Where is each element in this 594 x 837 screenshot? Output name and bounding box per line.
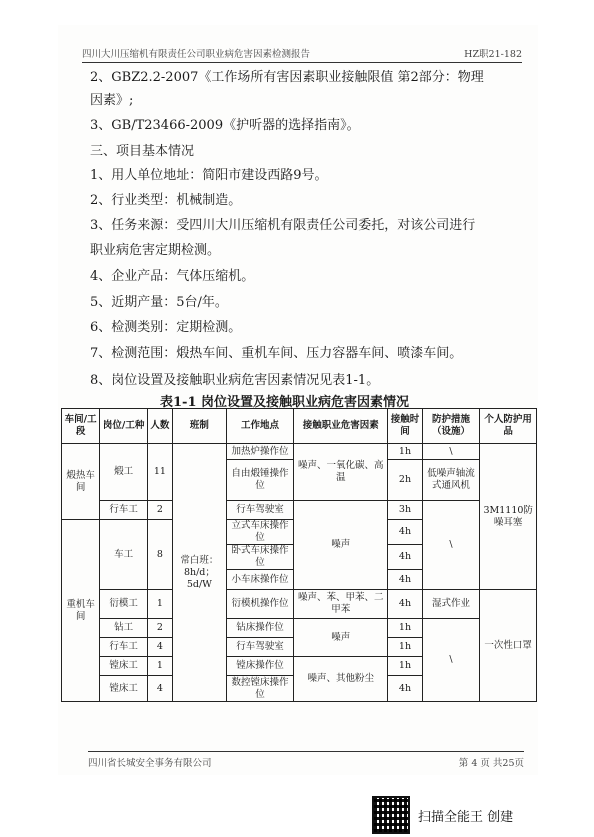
table-title: 表1-1 岗位设置及接触职业病危害因素情况 (160, 395, 410, 410)
cell-count: 1 (148, 657, 173, 676)
col-header: 岗位/工种 (100, 409, 148, 444)
cell-time: 1h (388, 444, 422, 460)
cell-count: 8 (148, 520, 173, 590)
cell-factor: 噪声、其他粉尘 (294, 657, 388, 702)
scanner-watermark (372, 796, 513, 834)
cell-factor: 噪声 (294, 501, 388, 590)
cell-factor: 噪声 (294, 619, 388, 657)
text-line: 2、行业类型：机械制造。 (90, 193, 242, 208)
cell-count: 4 (148, 638, 173, 657)
cell-place: 衍模机操作位 (227, 590, 294, 619)
cell-time: 4h (388, 676, 422, 702)
cell-shift: 常白班：8h/d；5d/W (172, 444, 226, 702)
section-heading: 三、项目基本情况 (90, 144, 195, 159)
cell-time: 1h (388, 638, 422, 657)
cell-time: 1h (388, 657, 422, 676)
cell-workshop: 重机车间 (62, 520, 100, 702)
col-header: 班制 (172, 409, 226, 444)
cell-count: 4 (148, 676, 173, 702)
cell-place: 数控镗床操作位 (227, 676, 294, 702)
cell-workshop: 煅热车间 (62, 444, 100, 520)
cell-count: 1 (148, 590, 173, 619)
cell-place: 加热炉操作位 (227, 444, 294, 460)
cell-protect: 湿式作业 (422, 590, 480, 619)
text-line: 4、企业产品：气体压缩机。 (90, 269, 255, 284)
cell-time: 1h (388, 619, 422, 638)
cell-place: 行车驾驶室 (227, 501, 294, 520)
cell-post: 钻工 (100, 619, 148, 638)
cell-place: 小车床操作位 (227, 570, 294, 590)
page-footer (88, 751, 524, 769)
cell-post: 行车工 (100, 501, 148, 520)
cell-count: 2 (148, 501, 173, 520)
cell-place: 自由煅锤操作位 (227, 460, 294, 501)
page-number: 第 4 页 共25页 (458, 758, 524, 769)
col-header: 车间/工段 (62, 409, 100, 444)
cell-place: 行车驾驶室 (227, 638, 294, 657)
table-row (62, 590, 537, 619)
text-line: 3、任务来源：受四川大川压缩机有限责任公司委托，对该公司进行 (90, 218, 476, 233)
table-header-row (62, 409, 537, 444)
cell-post: 衍模工 (100, 590, 148, 619)
cell-time: 4h (388, 570, 422, 590)
table-row (62, 501, 537, 520)
cell-factor: 噪声、苯、甲苯、二甲苯 (294, 590, 388, 619)
cell-protect: 低噪声轴流式通风机 (422, 460, 480, 501)
text-line: 3、GB/T23466-2009《护听器的选择指南》。 (90, 118, 360, 133)
col-header: 人数 (148, 409, 173, 444)
footer-left: 四川省长城安全事务有限公司 (88, 758, 212, 769)
cell-time: 3h (388, 501, 422, 520)
col-header: 接触时间 (388, 409, 422, 444)
text-line: 1、用人单位地址：简阳市建设西路9号。 (90, 168, 328, 183)
text-line: 2、GBZ2.2-2007《工作场所有害因素职业接触限值 第2部分：物理 (90, 70, 484, 85)
cell-post: 车工 (100, 520, 148, 590)
cell-count: 11 (148, 444, 173, 501)
cell-protect: \ (422, 619, 480, 702)
col-header: 接触职业危害因素 (294, 409, 388, 444)
cell-place: 卧式车床操作位 (227, 545, 294, 570)
cell-place: 镗床操作位 (227, 657, 294, 676)
hazard-table (61, 408, 537, 702)
col-header: 工作地点 (227, 409, 294, 444)
cell-count: 2 (148, 619, 173, 638)
table-row (62, 444, 537, 460)
cell-place: 钻床操作位 (227, 619, 294, 638)
cell-post: 镗床工 (100, 657, 148, 676)
scanner-label: 扫描全能王 创建 (418, 809, 514, 825)
cell-ppe: 3M1110防噪耳塞 (480, 444, 537, 590)
text-line: 6、检测类别：定期检测。 (90, 320, 242, 335)
cell-factor: 噪声、一氧化碳、高温 (294, 444, 388, 501)
col-header: 个人防护用品 (480, 409, 537, 444)
cell-time: 4h (388, 545, 422, 570)
header-left: 四川大川压缩机有限责任公司职业病危害因素检测报告 (82, 49, 311, 60)
text-line: 8、岗位设置及接触职业病危害因素情况见表1-1。 (90, 373, 380, 388)
cell-post: 镗床工 (100, 676, 148, 702)
cell-time: 2h (388, 460, 422, 501)
col-header: 防护措施（设施） (422, 409, 480, 444)
cell-ppe: 一次性口罩 (480, 590, 537, 702)
qr-code-icon (372, 796, 410, 834)
cell-time: 4h (388, 590, 422, 619)
text-line: 职业病危害定期检测。 (90, 243, 221, 258)
header-right: HZ职21-182 (464, 49, 522, 60)
cell-protect: \ (422, 444, 480, 460)
table-row (62, 619, 537, 638)
page-header (82, 42, 522, 63)
cell-post: 煅工 (100, 444, 148, 501)
text-line: 5、近期产量：5台/年。 (90, 295, 228, 310)
cell-place: 立式车床操作位 (227, 520, 294, 545)
cell-post: 行车工 (100, 638, 148, 657)
cell-time: 4h (388, 520, 422, 545)
text-line: 7、检测范围：煅热车间、重机车间、压力容器车间、喷漆车间。 (90, 346, 463, 361)
cell-protect: \ (422, 501, 480, 590)
text-line: 因素》; (90, 93, 134, 108)
